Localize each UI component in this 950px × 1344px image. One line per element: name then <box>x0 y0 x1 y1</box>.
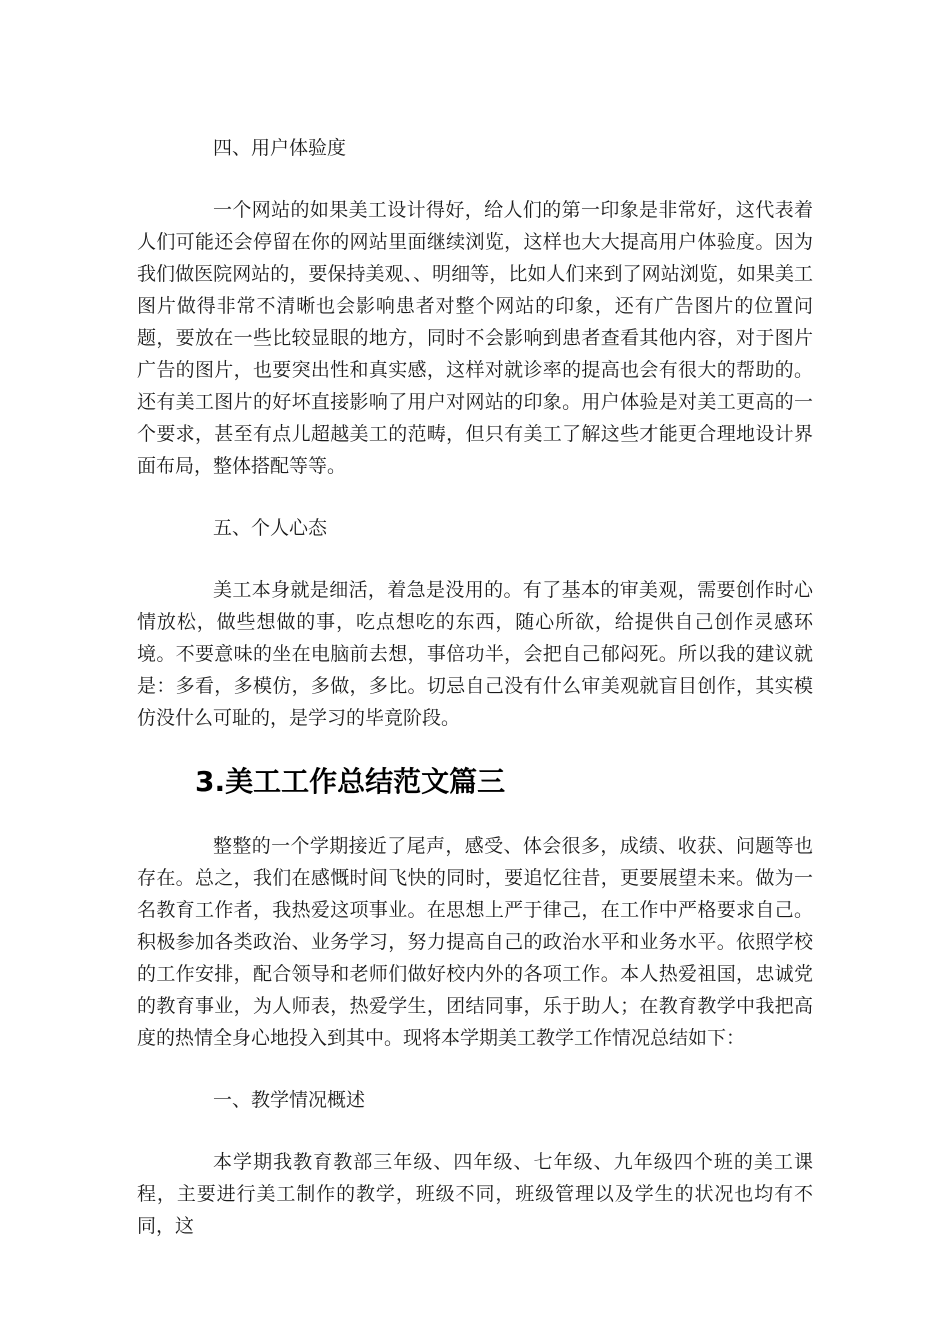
paragraph-personal-mindset: 美工本身就是细活，着急是没用的。有了基本的审美观，需要创作时心情放松，做些想做的事，吃点想吃的东西，随心所欲，给提供自己创作灵感环境。不要意味的坐在电脑前去想，事倍功半，会把自己郁闷死。所以我的建议就是：多看，多模仿，多做，多比。切忌自己没有什么审美观就盲目创作，其实模仿没什么可耻的，是学习的毕竟阶段。 <box>137 579 813 729</box>
heading-user-experience: 四、用户体验度 <box>213 137 347 159</box>
heading-personal-mindset: 五、个人心态 <box>213 517 328 539</box>
paragraph-user-experience: 一个网站的如果美工设计得好，给人们的第一印象是非常好，这代表着人们可能还会停留在你的网站里面继续浏览，这样也大大提高用户体验度。因为我们做医院网站的，要保持美观、、明细等，比如人们来到了网站浏览，如果美工图片做得非常不清晰也会影响患者对整个网站的印象，还有广告图片的位置问题，要放在一些比较显眼的地方，同时不会影响到患者查看其他内容，对于图片广告的图片，也要突出性和真实感，这样对就诊率的提高也会有很大的帮助的。还有美工图片的好坏直接影响了用户对网站的印象。用户体验是对美工更高的一个要求，甚至有点儿超越美工的范畴，但只有美工了解这些才能更合理地设计界面布局，整体搭配等等。 <box>137 199 813 477</box>
document-body <box>137 132 813 1242</box>
heading-teaching-overview: 一、教学情况概述 <box>213 1089 366 1111</box>
paragraph-teaching-overview: 本学期我教育教部三年级、四年级、七年级、九年级四个班的美工课程，主要进行美工制作的教学，班级不同，班级管理以及学生的状况也均有不同，这 <box>137 1151 813 1237</box>
section-title: 3.美工工作总结范文篇三 <box>195 765 506 798</box>
paragraph-intro: 整整的一个学期接近了尾声，感受、体会很多，成绩、收获、问题等也存在。总之，我们在感慨时间飞快的同时，要追忆往昔，更要展望未来。做为一名教育工作者，我热爱这项事业。在思想上严于律己，在工作中严格要求自己。积极参加各类政治、业务学习，努力提高自己的政治水平和业务水平。依照学校的工作安排，配合领导和老师们做好校内外的各项工作。本人热爱祖国，忠诚党的教育事业，为人师表，热爱学生，团结同事，乐于助人；在教育教学中我把高度的热情全身心地投入到其中。现将本学期美工教学工作情况总结如下： <box>137 835 813 1049</box>
